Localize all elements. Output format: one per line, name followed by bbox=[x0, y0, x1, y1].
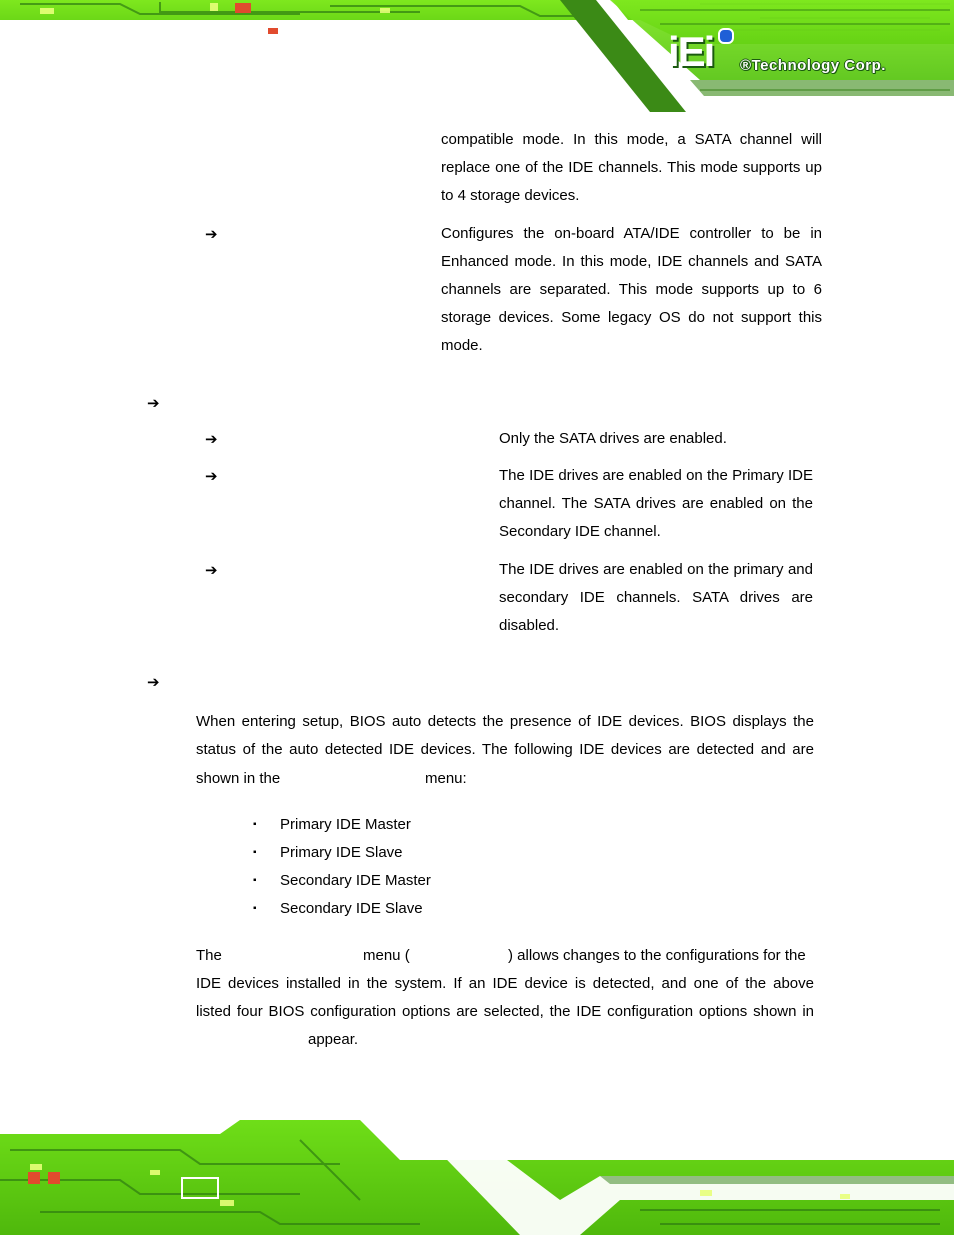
intro-line-end: menu: bbox=[425, 770, 467, 787]
circuit-board-footer-graphic bbox=[0, 1120, 954, 1235]
bullet-icon: ▪ bbox=[253, 847, 257, 858]
option-description: Only the SATA drives are enabled. bbox=[499, 430, 727, 447]
option-description: The IDE drives are enabled on the primary and secondary IDE channels. SATA drives are disabled. bbox=[499, 561, 813, 634]
list-item: Secondary IDE Master bbox=[280, 872, 431, 889]
list-item: Primary IDE Slave bbox=[280, 844, 403, 861]
intro-line-start: shown in the bbox=[196, 770, 281, 787]
enhanced-mode-description: Configures the on-board ATA/IDE controller to be in Enhanced mode. In this mode, IDE channels and SATA channels are separated. This mode supports up to 6 storage devices. Some legacy OS do not support this mode. bbox=[441, 225, 822, 354]
section-arrow-icon: ➔ bbox=[147, 394, 160, 412]
bullet-icon: ▪ bbox=[253, 819, 257, 830]
bullet-icon: ▪ bbox=[253, 875, 257, 886]
intro-line: status of the auto detected IDE devices. The following IDE devices are detected and are bbox=[196, 741, 814, 758]
option-arrow-icon: ➔ bbox=[205, 225, 218, 243]
section-arrow-icon: ➔ bbox=[147, 673, 160, 691]
closing-line: IDE devices installed in the system. If an IDE device is detected, and one of the above bbox=[196, 975, 814, 992]
company-name-text: ®Technology Corp. bbox=[740, 57, 886, 74]
logo-blue-dot bbox=[718, 28, 734, 44]
option-description: The IDE drives are enabled on the Primary IDE channel. The SATA drives are enabled on the Secondary IDE channel. bbox=[499, 467, 813, 540]
page-header-banner bbox=[0, 0, 954, 112]
option-arrow-icon: ➔ bbox=[205, 467, 218, 485]
option-arrow-icon: ➔ bbox=[205, 561, 218, 579]
closing-line: listed four BIOS configuration options are selected, the IDE configuration options shown in bbox=[196, 1003, 814, 1020]
page-footer-banner bbox=[0, 1120, 954, 1235]
closing-line-end: appear. bbox=[308, 1031, 359, 1048]
closing-line-part: menu ( bbox=[363, 947, 410, 964]
sata-compatible-description: compatible mode. In this mode, a SATA channel will replace one of the IDE channels. This mode supports up to 4 storage devices. bbox=[441, 131, 822, 204]
circuit-board-header-graphic bbox=[0, 0, 954, 112]
list-item: Secondary IDE Slave bbox=[280, 900, 423, 917]
company-logo: iEi bbox=[668, 28, 714, 75]
closing-line-part: ) allows changes to the configurations for the bbox=[508, 947, 806, 964]
bullet-icon: ▪ bbox=[253, 903, 257, 914]
option-arrow-icon: ➔ bbox=[205, 430, 218, 448]
closing-line-part: The bbox=[196, 947, 222, 964]
intro-line: When entering setup, BIOS auto detects the presence of IDE devices. BIOS displays the bbox=[196, 713, 814, 730]
list-item: Primary IDE Master bbox=[280, 816, 411, 833]
